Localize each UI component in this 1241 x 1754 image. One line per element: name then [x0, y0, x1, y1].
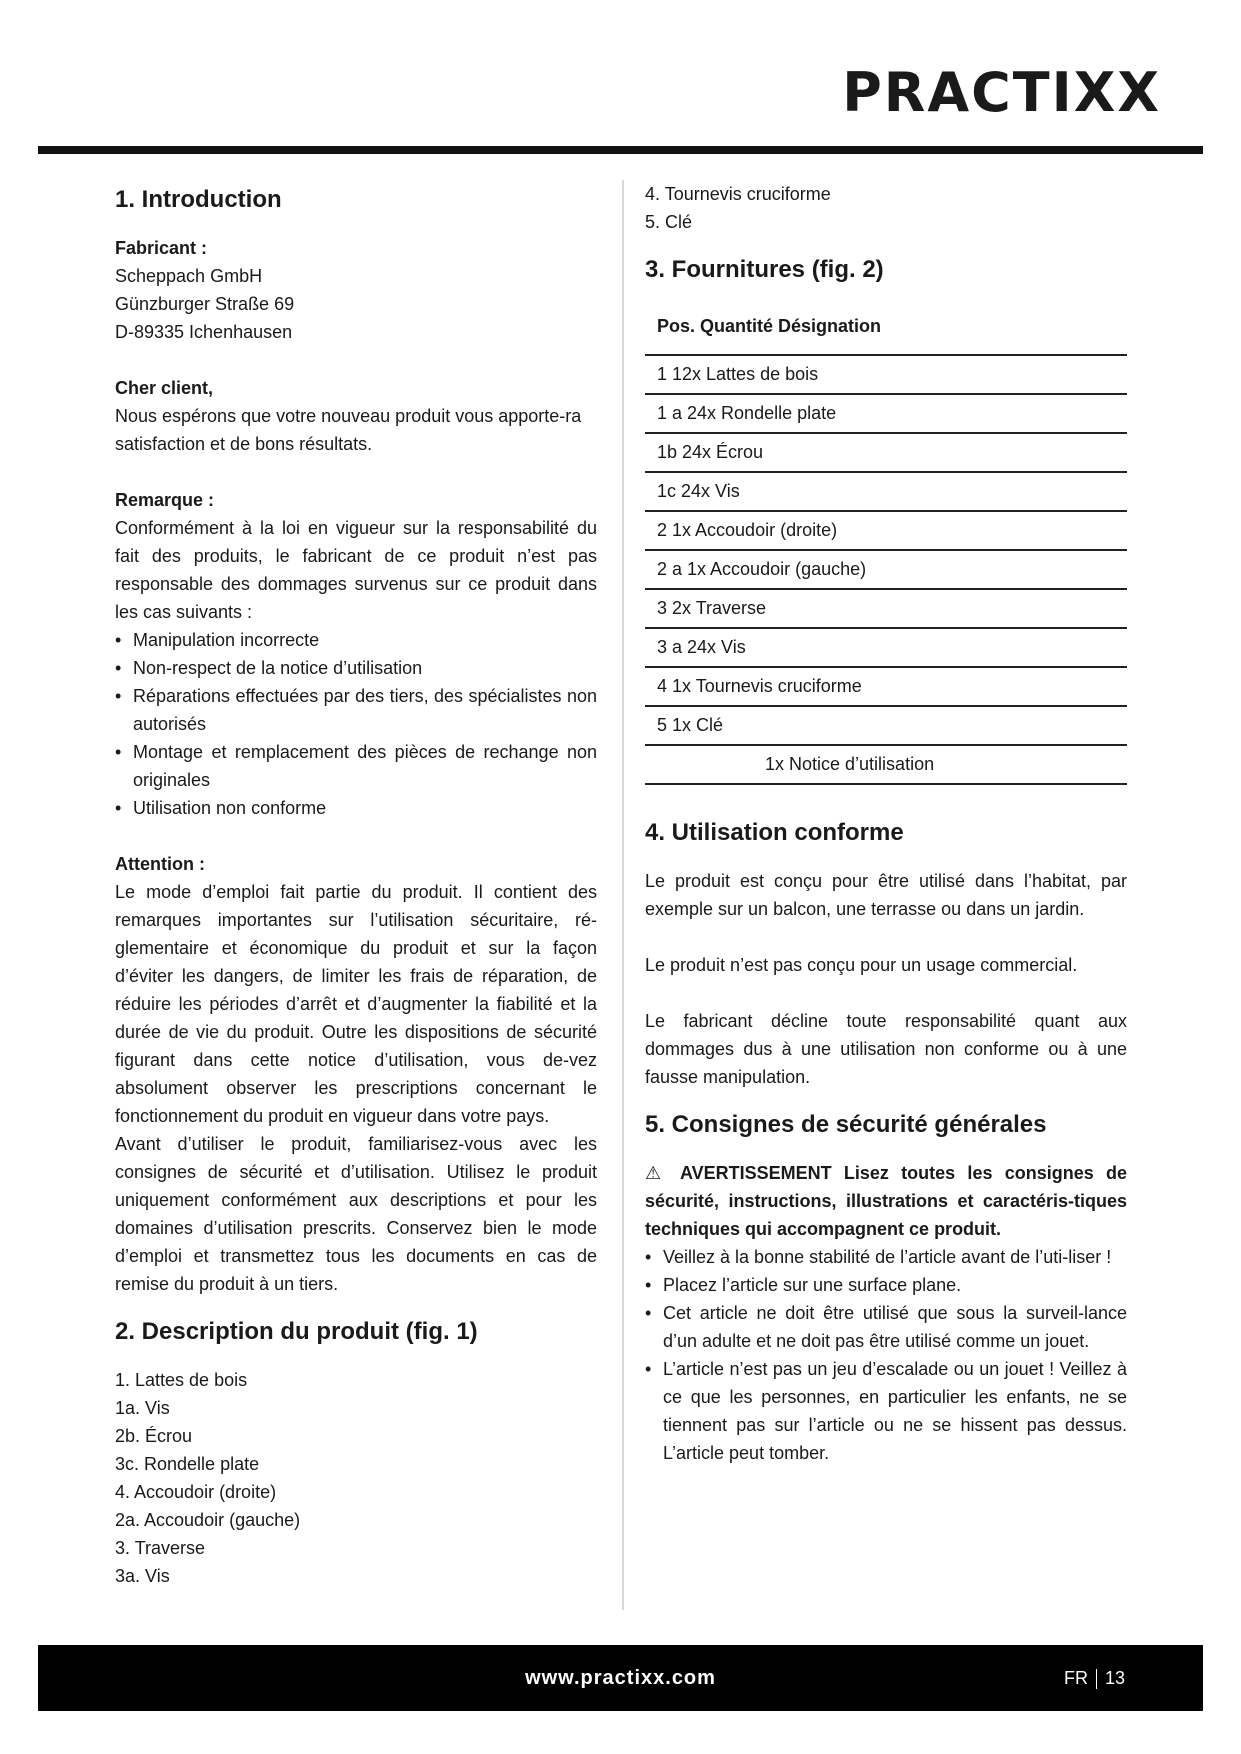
parts-list [115, 1366, 597, 1590]
attention-paragraph: Le mode d’emploi fait partie du produit. Il contient des remarques importantes sur l’utilisation sécuritaire, ré-glementaire et économique du produit et sur la façon d’éviter les dangers, de limiter les frais de réparation, de réduire les périodes d’arrêt et d’augmenter la fiabilité et la durée de vie du produit. Outre les dispositions de sécurité figurant dans cette notice d’utilisation, vous de-vez absolument observer les prescriptions concernant le fonctionnement du produit en vigueur dans votre pays. [115, 882, 597, 1126]
remark-text: Conformément à la loi en vigueur sur la responsabilité du fait des produits, le fabricant de ce produit n’est pas responsable des dommages survenus sur ce produit dans les cas suivants : [115, 518, 597, 622]
remark-bullet-list [115, 626, 597, 822]
safety-heading: 5. Consignes de sécurité générales [645, 1111, 1047, 1138]
safety-warning: ⚠ AVERTISSEMENT Lisez toutes les consignes de sécurité, instructions, illustrations et caractéris-tiques techniques qui accompagnent ce produit. [645, 1163, 1127, 1239]
list-item: 1. Lattes de bois [115, 1370, 248, 1390]
list-item: 3c. Rondelle plate [115, 1454, 260, 1474]
table-row: 1b 24x Écrou [645, 433, 1127, 472]
greeting-text: Nous espérons que votre nouveau produit vous apporte-ra satisfaction et de bons résultats. [115, 406, 582, 454]
table-row: 2 1x Accoudoir (droite) [645, 511, 1127, 550]
website-link[interactable]: www.practixx.com [525, 1667, 716, 1689]
brand-logo: PRACTIXX [842, 61, 1161, 124]
table-row: 5 1x Clé [645, 706, 1127, 745]
supplies-table [645, 304, 1127, 785]
manufacturer-line: Günzburger Straße 69 [115, 294, 295, 314]
right-column [645, 180, 1127, 1467]
intended-use-paragraph: Le produit n’est pas conçu pour un usage commercial. [645, 955, 1078, 975]
supplies-heading: 3. Fournitures (fig. 2) [645, 256, 884, 283]
list-item: • Cet article ne doit être utilisé que sous la surveil-lance d’un adulte et ne doit pas être utilisé comme un jouet. [645, 1303, 1127, 1351]
table-row: 1c 24x Vis [645, 472, 1127, 511]
manufacturer-line: D-89335 Ichenhausen [115, 322, 293, 342]
list-item: • Manipulation incorrecte [115, 630, 320, 650]
list-item: 2b. Écrou [115, 1426, 193, 1446]
table-header: Pos. Quantité Désignation [645, 304, 1127, 355]
table-row: 1x Notice d’utilisation [645, 745, 1127, 784]
table-row: 4 1x Tournevis cruciforme [645, 667, 1127, 706]
list-item: 1a. Vis [115, 1398, 170, 1418]
list-item: • Placez l’article sur une surface plane. [645, 1275, 962, 1295]
list-item: • L’article n’est pas un jeu d’escalade ou un jouet ! Veillez à ce que les personnes, en particulier les enfants, ne se tiennent pas sur l’article ou ne se hissent pas dessus. L’article peut tomber. [645, 1359, 1127, 1463]
table-row: 1 12x Lattes de bois [645, 355, 1127, 394]
left-column [115, 180, 597, 1590]
greeting-label: Cher client, [115, 378, 214, 398]
list-item: 3. Traverse [115, 1538, 206, 1558]
intended-use-heading: 4. Utilisation conforme [645, 819, 904, 846]
table-row: 3 2x Traverse [645, 589, 1127, 628]
intended-use-paragraph: Le produit est conçu pour être utilisé dans l’habitat, par exemple sur un balcon, une terrasse ou dans un jardin. [645, 871, 1127, 919]
description-heading: 2. Description du produit (fig. 1) [115, 1318, 478, 1345]
list-item: 3a. Vis [115, 1566, 170, 1586]
page-number: 13 [1104, 1668, 1125, 1688]
footer-bar [38, 1645, 1203, 1711]
list-item: 5. Clé [645, 212, 693, 232]
manufacturer-line: Scheppach GmbH [115, 266, 263, 286]
table-row: 3 a 24x Vis [645, 628, 1127, 667]
list-item: 4. Accoudoir (droite) [115, 1482, 277, 1502]
parts-list-continued [645, 180, 1127, 236]
attention-paragraph: Avant d’utiliser le produit, familiarisez-vous avec les consignes de sécurité et d’utilisation. Utilisez le produit uniquement conformément aux descriptions et pour les domaines d’utilisation prescrits. Conservez bien le mode d’emploi et transmettez tous les documents en cas de remise du produit à un tiers. [115, 1134, 597, 1294]
table-row: 2 a 1x Accoudoir (gauche) [645, 550, 1127, 589]
list-item: • Utilisation non conforme [115, 798, 327, 818]
header-rule [38, 146, 1203, 154]
page-indicator [1064, 1645, 1125, 1711]
list-item: 2a. Accoudoir (gauche) [115, 1510, 301, 1530]
remark-label: Remarque : [115, 490, 215, 510]
intro-heading: 1. Introduction [115, 186, 282, 213]
list-item: • Montage et remplacement des pièces de rechange non originales [115, 742, 597, 790]
warning-icon: ⚠ [645, 1163, 669, 1183]
list-item: • Réparations effectuées par des tiers, des spécialistes non autorisés [115, 686, 597, 734]
safety-bullet-list [645, 1243, 1127, 1467]
intended-use-paragraph: Le fabricant décline toute responsabilité quant aux dommages dus à une utilisation non conforme ou à une fausse manipulation. [645, 1011, 1127, 1087]
list-item: 4. Tournevis cruciforme [645, 184, 831, 204]
list-item: • Veillez à la bonne stabilité de l’article avant de l’uti-liser ! [645, 1247, 1112, 1267]
list-item: • Non-respect de la notice d’utilisation [115, 658, 423, 678]
attention-label: Attention : [115, 854, 205, 874]
manufacturer-label: Fabricant : [115, 238, 208, 258]
table-row: 1 a 24x Rondelle plate [645, 394, 1127, 433]
language-code: FR [1063, 1668, 1088, 1688]
column-divider [622, 180, 624, 1610]
